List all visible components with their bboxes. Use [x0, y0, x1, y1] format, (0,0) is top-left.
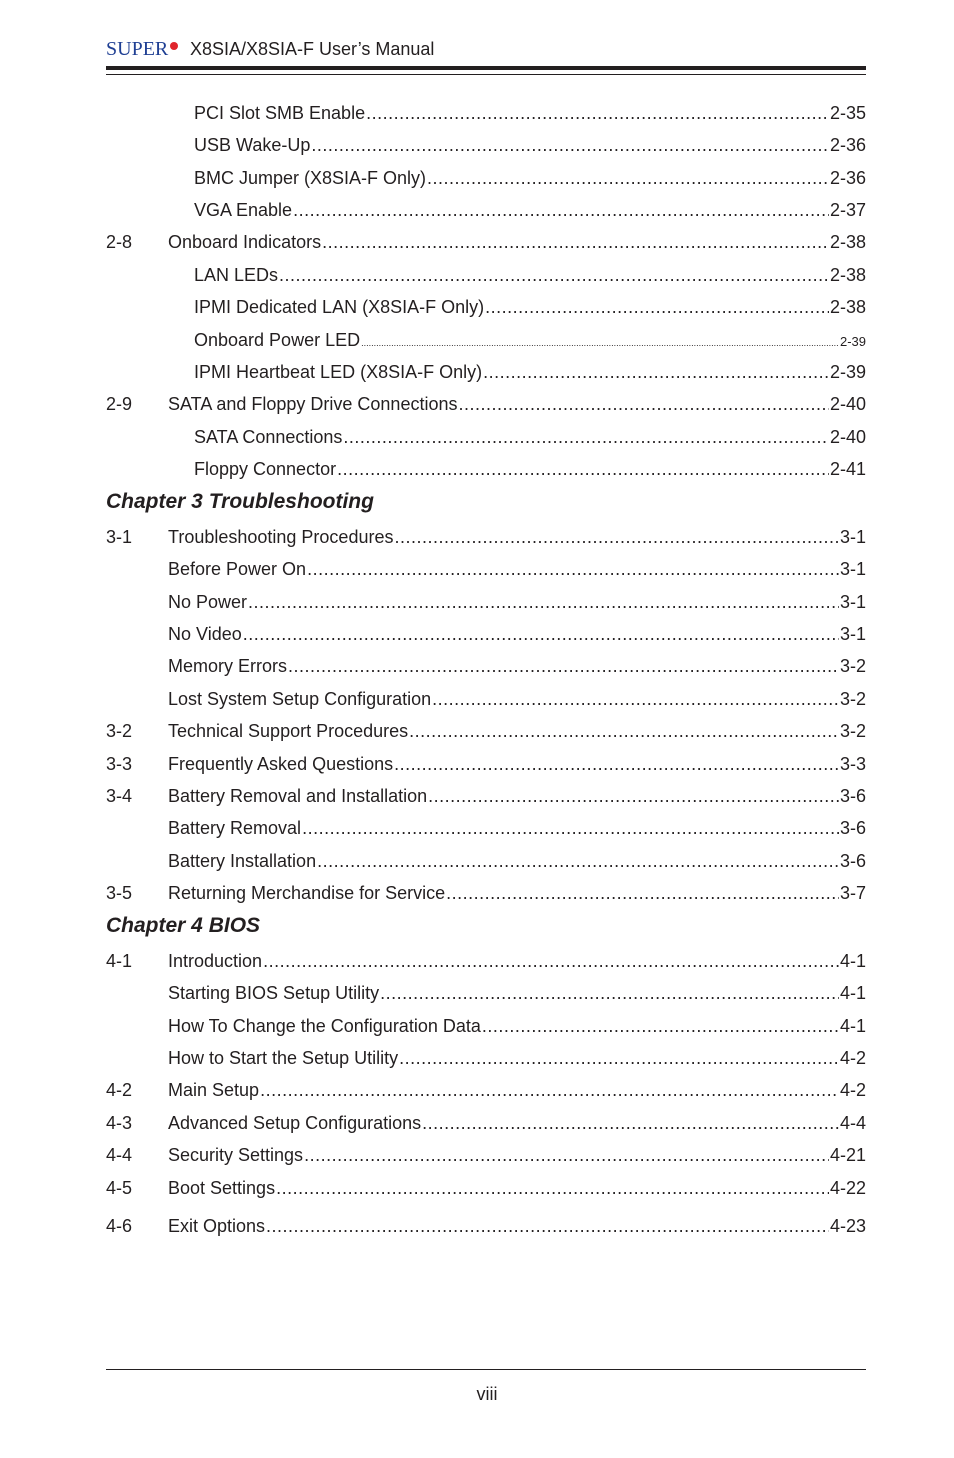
section-number: 3-3 — [106, 754, 133, 774]
entry-title: Battery Installation — [168, 851, 317, 871]
entry-page: 2-40 — [829, 394, 866, 414]
toc-entry[interactable] — [106, 326, 866, 354]
entry-page: 2-35 — [829, 103, 866, 123]
toc-entry[interactable] — [106, 1109, 866, 1137]
entry-title: Security Settings — [168, 1145, 304, 1165]
dot-leader — [343, 423, 829, 451]
toc-entry[interactable] — [106, 358, 866, 386]
dot-leader — [276, 1174, 829, 1202]
entry-title: How To Change the Configuration Data — [168, 1016, 481, 1036]
toc-entry[interactable] — [106, 814, 866, 842]
entry-title: How to Start the Setup Utility — [168, 1048, 399, 1068]
entry-page: 4-4 — [839, 1113, 866, 1133]
toc-entry[interactable] — [106, 1141, 866, 1169]
footer-rule — [106, 1369, 866, 1370]
dot-leader — [307, 555, 839, 583]
toc-entry[interactable] — [106, 99, 866, 127]
section-number: 3-2 — [106, 721, 133, 741]
section-number: 4-4 — [106, 1145, 133, 1165]
entry-title: Memory Errors — [168, 656, 288, 676]
entry-title: Exit Options — [168, 1216, 266, 1236]
toc-entry[interactable] — [106, 588, 866, 616]
toc-entry[interactable] — [106, 390, 866, 418]
entry-page: 2-39 — [839, 334, 866, 349]
dot-leader — [248, 588, 839, 616]
entry-page: 3-6 — [839, 851, 866, 871]
section-number: 3-5 — [106, 883, 133, 903]
dot-leader — [483, 358, 829, 386]
chapter-heading: Chapter 3 Troubleshooting — [106, 490, 374, 513]
section-number: 4-3 — [106, 1113, 133, 1133]
dot-leader — [260, 1076, 839, 1104]
entry-page: 3-2 — [839, 656, 866, 676]
toc-entry[interactable] — [106, 555, 866, 583]
dot-leader — [288, 652, 839, 680]
toc-entry[interactable] — [106, 1212, 866, 1240]
toc-entry[interactable] — [106, 620, 866, 648]
chapter-heading: Chapter 4 BIOS — [106, 914, 261, 937]
page-header — [106, 36, 866, 66]
entry-page: 2-40 — [829, 427, 866, 447]
entry-title: IPMI Dedicated LAN (X8SIA-F Only) — [194, 297, 485, 317]
entry-title: Introduction — [168, 951, 263, 971]
dot-leader — [409, 717, 839, 745]
entry-page: 4-1 — [839, 951, 866, 971]
section-number: 3-4 — [106, 786, 133, 806]
dot-leader — [311, 131, 829, 159]
toc-entry[interactable] — [106, 523, 866, 551]
entry-title: Advanced Setup Configurations — [168, 1113, 422, 1133]
section-number: 3-1 — [106, 527, 133, 547]
entry-title: Battery Removal — [168, 818, 302, 838]
entry-page: 2-38 — [829, 232, 866, 252]
entry-page: 4-23 — [829, 1216, 866, 1236]
entry-title: LAN LEDs — [194, 265, 279, 285]
entry-page: 2-36 — [829, 135, 866, 155]
toc-entry[interactable] — [106, 423, 866, 451]
entry-title: Onboard Indicators — [168, 232, 322, 252]
toc-entry[interactable] — [106, 1174, 866, 1202]
entry-page: 3-7 — [839, 883, 866, 903]
toc-entry[interactable] — [106, 979, 866, 1007]
entry-page: 2-41 — [829, 459, 866, 479]
entry-page: 3-2 — [839, 689, 866, 709]
dot-leader — [446, 879, 839, 907]
toc-entry[interactable] — [106, 1012, 866, 1040]
section-number: 2-9 — [106, 394, 133, 414]
entry-page: 4-1 — [839, 983, 866, 1003]
toc-entry[interactable] — [106, 652, 866, 680]
dot-leader — [361, 326, 839, 357]
dot-leader — [293, 196, 829, 224]
section-number: 4-2 — [106, 1080, 133, 1100]
section-number: 4-6 — [106, 1216, 133, 1236]
entry-page: 2-39 — [829, 362, 866, 382]
entry-page: 3-6 — [839, 786, 866, 806]
entry-page: 3-1 — [839, 592, 866, 612]
toc-entry[interactable] — [106, 879, 866, 907]
manual-title: X8SIA/X8SIA-F User’s Manual — [190, 39, 435, 59]
toc-entry[interactable] — [106, 228, 866, 256]
entry-page: 4-2 — [839, 1048, 866, 1068]
dot-leader — [304, 1141, 829, 1169]
toc-entry[interactable] — [106, 717, 866, 745]
entry-title: Technical Support Procedures — [168, 721, 409, 741]
entry-page: 2-37 — [829, 200, 866, 220]
dot-leader — [243, 620, 839, 648]
entry-page: 3-1 — [839, 559, 866, 579]
toc-entry[interactable] — [106, 782, 866, 810]
entry-page: 2-38 — [829, 297, 866, 317]
entry-title: SATA and Floppy Drive Connections — [168, 394, 458, 414]
entry-title: No Video — [168, 624, 242, 644]
dot-leader — [428, 782, 839, 810]
dot-leader — [394, 750, 839, 778]
section-number: 4-1 — [106, 951, 133, 971]
entry-title: PCI Slot SMB Enable — [194, 103, 366, 123]
toc-entry[interactable] — [106, 455, 866, 483]
entry-title: Returning Merchandise for Service — [168, 883, 446, 903]
dot-leader — [482, 1012, 839, 1040]
entry-page: 3-6 — [839, 818, 866, 838]
dot-leader — [422, 1109, 839, 1137]
header-rule-thick — [106, 66, 866, 70]
toc-entry[interactable] — [106, 261, 866, 289]
dot-leader — [266, 1212, 829, 1240]
entry-page: 4-21 — [829, 1145, 866, 1165]
toc-entry[interactable] — [106, 164, 866, 192]
entry-title: USB Wake-Up — [194, 135, 311, 155]
entry-title: Troubleshooting Procedures — [168, 527, 394, 547]
toc-entry[interactable] — [106, 750, 866, 778]
entry-title: VGA Enable — [194, 200, 293, 220]
toc-entry[interactable] — [106, 847, 866, 875]
toc-entry[interactable] — [106, 131, 866, 159]
entry-title: Floppy Connector — [194, 459, 337, 479]
entry-title: Starting BIOS Setup Utility — [168, 983, 380, 1003]
entry-page: 3-3 — [839, 754, 866, 774]
entry-title: SATA Connections — [194, 427, 343, 447]
entry-title: BMC Jumper (X8SIA-F Only) — [194, 168, 427, 188]
entry-page: 4-1 — [839, 1016, 866, 1036]
dot-leader — [279, 261, 829, 289]
toc-entry[interactable] — [106, 293, 866, 321]
toc-entry[interactable] — [106, 1044, 866, 1072]
entry-title: No Power — [168, 592, 248, 612]
toc-entry[interactable] — [106, 1076, 866, 1104]
entry-page: 4-2 — [839, 1080, 866, 1100]
dot-leader — [263, 947, 839, 975]
entry-page: 3-2 — [839, 721, 866, 741]
entry-page: 3-1 — [839, 624, 866, 644]
entry-page: 4-22 — [829, 1178, 866, 1198]
entry-title: Battery Removal and Installation — [168, 786, 428, 806]
dot-leader — [485, 293, 829, 321]
entry-page: 2-36 — [829, 168, 866, 188]
dot-leader — [427, 164, 829, 192]
section-number: 2-8 — [106, 232, 133, 252]
page-number: viii — [476, 1384, 498, 1404]
entry-page: 2-38 — [829, 265, 866, 285]
entry-title: Main Setup — [168, 1080, 260, 1100]
header-rule-thin — [106, 74, 866, 75]
dot-leader — [380, 979, 839, 1007]
entry-title: Onboard Power LED — [194, 330, 361, 350]
dot-leader — [458, 390, 828, 418]
toc-entry[interactable] — [106, 685, 866, 713]
supermicro-logo: SUPER — [106, 38, 169, 60]
dot-leader — [322, 228, 829, 256]
dot-leader — [432, 685, 839, 713]
entry-title: Boot Settings — [168, 1178, 276, 1198]
toc-entry[interactable] — [106, 196, 866, 224]
entry-title: IPMI Heartbeat LED (X8SIA-F Only) — [194, 362, 483, 382]
dot-leader — [366, 99, 829, 127]
dot-leader — [399, 1044, 839, 1072]
section-number: 4-5 — [106, 1178, 133, 1198]
logo-dot-icon — [170, 42, 178, 50]
toc-entry[interactable] — [106, 947, 866, 975]
entry-title: Frequently Asked Questions — [168, 754, 394, 774]
dot-leader — [302, 814, 839, 842]
entry-title: Lost System Setup Configuration — [168, 689, 432, 709]
entry-title: Before Power On — [168, 559, 307, 579]
dot-leader — [317, 847, 839, 875]
dot-leader — [337, 455, 829, 483]
dot-leader — [394, 523, 839, 551]
entry-page: 3-1 — [839, 527, 866, 547]
